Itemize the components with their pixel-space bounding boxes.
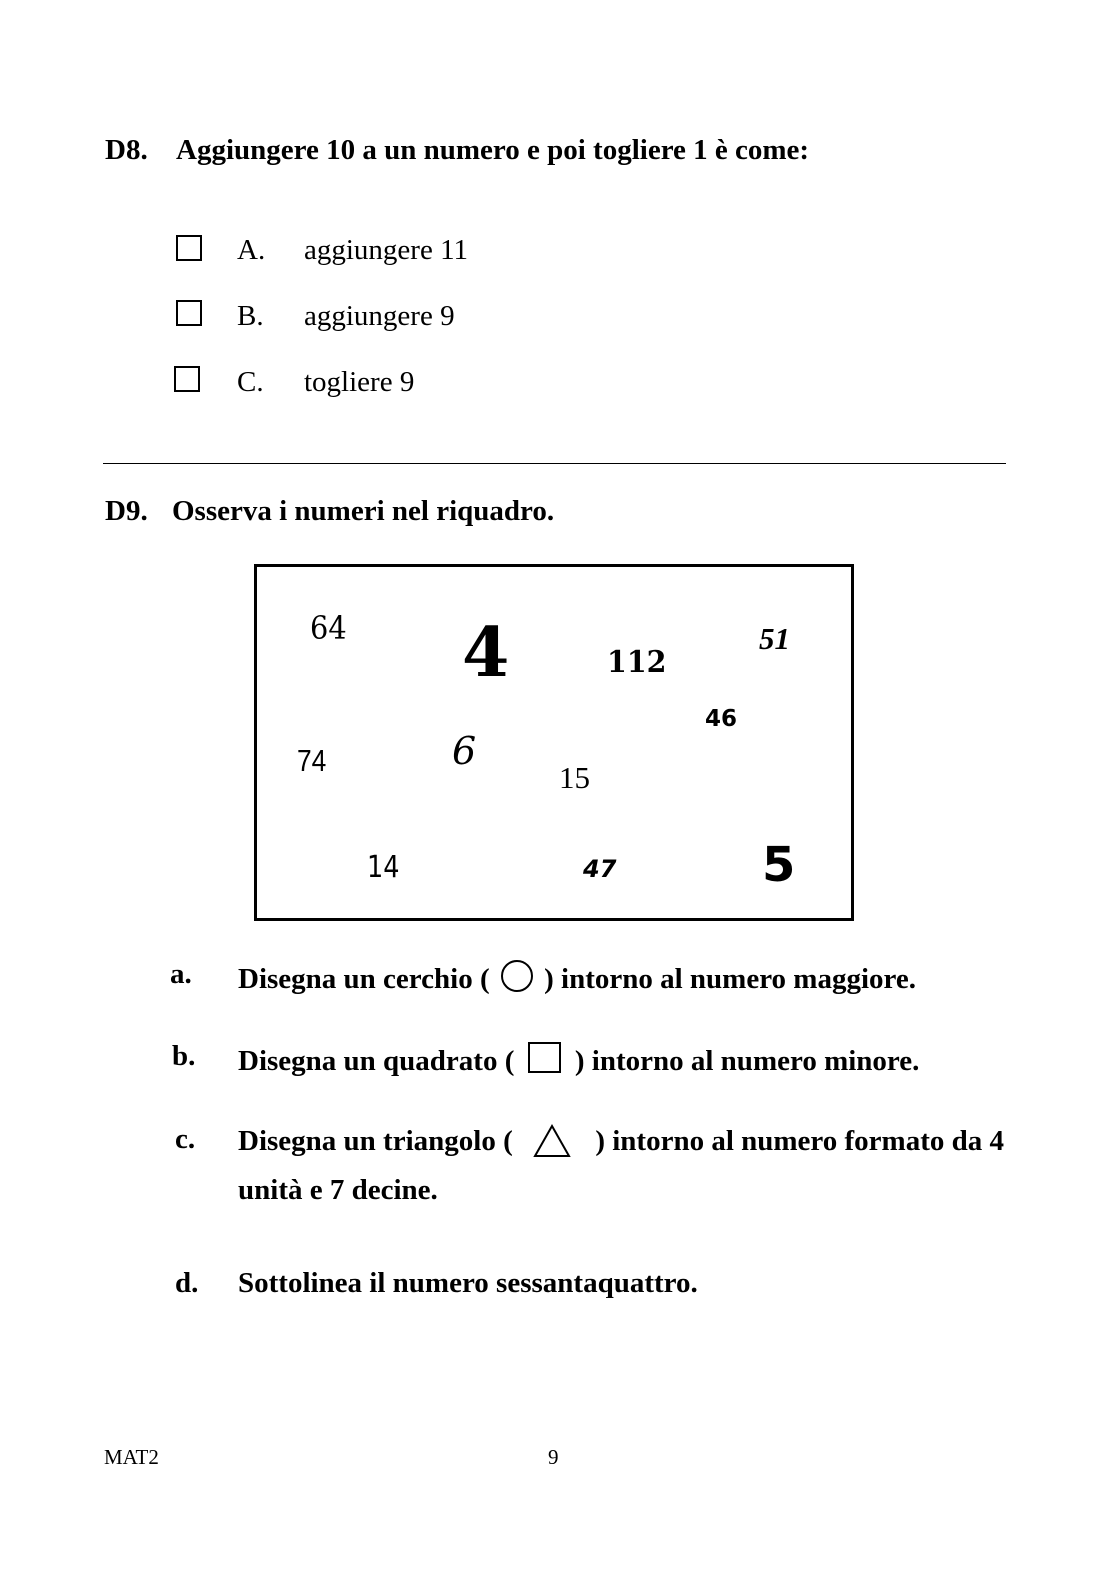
item-c-text: [238, 1123, 1004, 1159]
box-number[interactable]: 5: [762, 837, 796, 893]
item-b-text: [238, 1040, 919, 1078]
question-text-d8: Aggiungere 10 a un numero e poi togliere 1 è come:: [176, 134, 810, 166]
option-a-checkbox[interactable]: [176, 235, 202, 261]
box-number[interactable]: 6: [452, 729, 477, 773]
box-number[interactable]: 64: [310, 609, 347, 647]
item-c-letter: c.: [175, 1123, 196, 1155]
option-b-text: aggiungere 9: [304, 300, 455, 332]
box-number[interactable]: 46: [705, 706, 738, 732]
question-number-d9: D9.: [105, 495, 148, 527]
item-c-text-line2: unità e 7 decine.: [238, 1174, 438, 1206]
item-a-letter: a.: [170, 958, 192, 990]
box-number[interactable]: 4: [462, 613, 510, 693]
option-c-text: togliere 9: [304, 366, 415, 398]
question-number-d8: D8.: [105, 134, 148, 166]
section-divider: [103, 463, 1006, 464]
item-b-text-after: ) intorno al numero minore.: [574, 1045, 920, 1077]
item-c-text-after: ) intorno al numero formato da 4: [595, 1124, 1004, 1157]
numbers-box: [254, 564, 854, 921]
triangle-icon: [532, 1123, 572, 1159]
box-number[interactable]: 74: [297, 743, 327, 778]
question-text-d9: Osserva i numeri nel riquadro.: [172, 495, 555, 527]
item-d-text: Sottolinea il numero sessantaquattro.: [238, 1267, 698, 1299]
option-b-checkbox[interactable]: [176, 300, 202, 326]
option-a-text: aggiungere 11: [304, 234, 469, 266]
page-number: 9: [548, 1445, 559, 1469]
box-number[interactable]: 14: [367, 850, 400, 885]
item-d-letter: d.: [175, 1267, 199, 1299]
item-a-text-after: ) intorno al numero maggiore.: [544, 963, 916, 995]
square-icon: [526, 1040, 564, 1076]
item-b-letter: b.: [172, 1040, 196, 1072]
item-a-text: [238, 958, 916, 996]
box-number[interactable]: 112: [607, 645, 667, 680]
circle-icon: [499, 958, 535, 994]
box-number[interactable]: 15: [559, 760, 590, 795]
box-number[interactable]: 51: [759, 621, 790, 656]
option-a-letter: A.: [237, 234, 266, 266]
item-c-text-before: Disegna un triangolo (: [238, 1124, 513, 1157]
option-b-letter: B.: [237, 300, 264, 332]
option-c-letter: C.: [237, 366, 264, 398]
box-number[interactable]: 47: [583, 855, 617, 883]
item-b-text-before: Disegna un quadrato (: [238, 1045, 515, 1077]
footer-code: MAT2: [104, 1445, 159, 1469]
option-c-checkbox[interactable]: [174, 366, 200, 392]
item-a-text-before: Disegna un cerchio (: [238, 963, 490, 995]
